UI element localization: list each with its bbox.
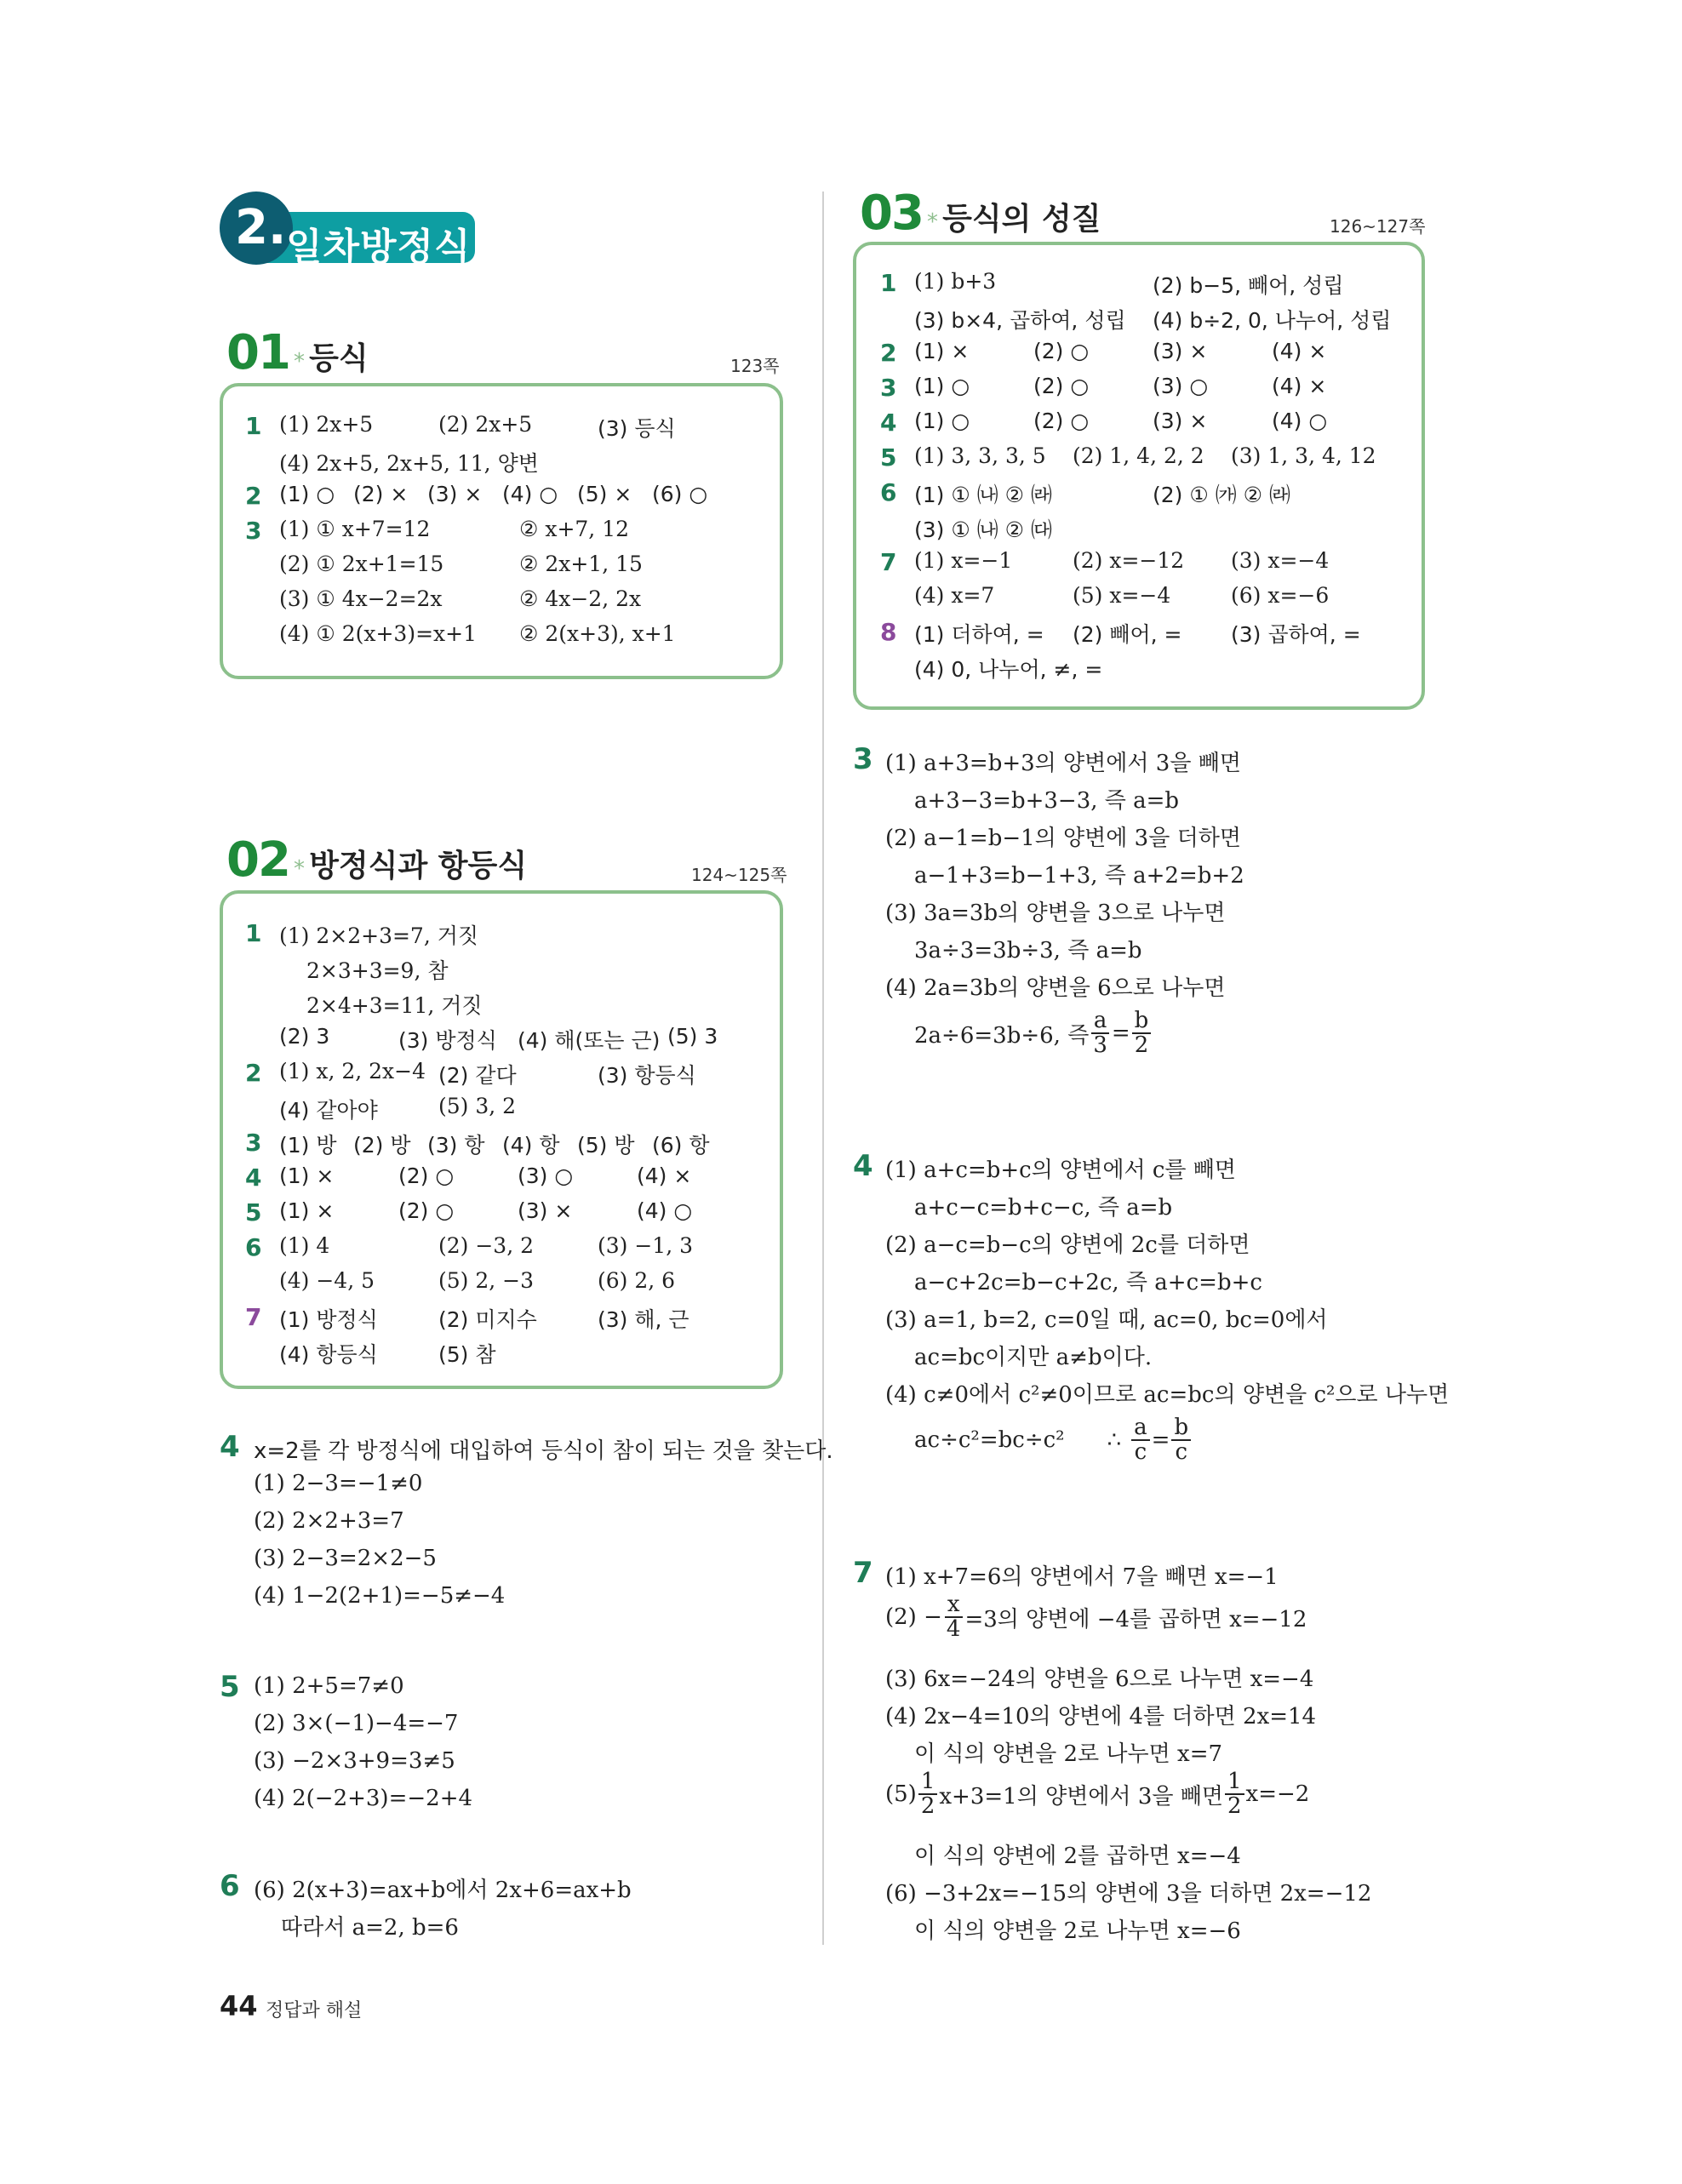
answer: (3) ① 4x−2=2x [279, 586, 443, 611]
answer: (2) 빼어, = [1073, 622, 1182, 647]
answer: (3) × [1153, 409, 1208, 433]
solution-line: ac=bc이지만 a≠b이다. [914, 1345, 1153, 1370]
section-title: 등식 [309, 341, 369, 376]
denominator: c [1134, 1439, 1147, 1466]
answer: (4) ① 2(x+3)=x+1 [279, 621, 477, 646]
solution-line: (4) c≠0에서 c²≠0이므로 ac=bc의 양변을 c²으로 나누면 [885, 1382, 1450, 1408]
solution-number: 3 [853, 742, 873, 776]
solution-line: 3a÷3=3b÷3, 즉 a=b [914, 938, 1142, 963]
answer: (3) × [1153, 339, 1208, 363]
solution-line: a−1+3=b−1+3, 즉 a+2=b+2 [914, 863, 1244, 889]
answer: ② x+7, 12 [519, 517, 630, 541]
section-02-header [226, 832, 527, 888]
page-range: 123쪽 [730, 356, 780, 376]
answer: (3) ○ [1153, 374, 1209, 398]
section-01-header [226, 325, 369, 380]
numerator: 1 [918, 1770, 938, 1795]
page-number: 44 [220, 1990, 258, 2022]
denominator: 2 [920, 1793, 935, 1820]
answer: (2) 1, 4, 2, 2 [1073, 443, 1204, 468]
solution-line: x=2를 각 방정식에 대입하여 등식이 참이 되는 것을 찾는다. [254, 1438, 833, 1464]
answer: (1) × [914, 339, 970, 363]
question-number: 4 [245, 1163, 262, 1192]
answer: (2) −3, 2 [438, 1233, 535, 1258]
answer: (2) ○ [398, 1163, 455, 1188]
answer: (1) 4 [279, 1233, 330, 1258]
answer: (2) 미지수 [438, 1307, 537, 1332]
solution-line: (1) 2+5=7≠0 [254, 1673, 404, 1699]
solution-line: a+c−c=b+c−c, 즉 a=b [914, 1195, 1173, 1221]
answer: (2) ○ [1033, 339, 1090, 363]
answer: ② 2x+1, 15 [519, 552, 643, 576]
question-number: 1 [245, 919, 262, 947]
answer: (3) b×4, 곱하여, 성립 [914, 308, 1126, 333]
solution-number: 4 [853, 1149, 873, 1183]
answer: (1) ① x+7=12 [279, 517, 431, 541]
chapter-header [220, 192, 475, 269]
question-number: 3 [245, 1129, 262, 1157]
answer: (3) × [427, 482, 483, 506]
numerator: a [1091, 1009, 1110, 1034]
question-number: 5 [245, 1198, 262, 1226]
answer: (4) 항등식 [279, 1342, 378, 1367]
answer: 2×3+3=9, 참 [306, 958, 449, 983]
denominator: 2 [1227, 1793, 1242, 1820]
chapter-number: 2. [235, 200, 287, 255]
section-number: 03 [860, 186, 923, 241]
section-number: 02 [226, 832, 289, 888]
numerator: b [1171, 1416, 1191, 1441]
fraction [918, 1770, 938, 1819]
solution-line: (2) 3×(−1)−4=−7 [254, 1711, 459, 1736]
answer: (1) × [279, 1163, 335, 1188]
numerator: 1 [1225, 1770, 1244, 1795]
solution-line: (6) 2(x+3)=ax+b에서 2x+6=ax+b [254, 1878, 632, 1903]
answer: (2) b−5, 빼어, 성립 [1153, 273, 1344, 298]
solution-line: (3) 2−3=2×2−5 [254, 1546, 437, 1571]
numerator: b [1132, 1009, 1152, 1034]
answer: (6) ○ [652, 482, 708, 506]
solution-line: (3) a=1, b=2, c=0일 때, ac=0, bc=0에서 [885, 1307, 1328, 1333]
answer: (6) 2, 6 [598, 1268, 676, 1293]
chapter-title: 일차방정식 [286, 226, 472, 269]
question-number: 2 [245, 482, 262, 510]
equals: = [1111, 1021, 1130, 1047]
page-range: 124~125쪽 [691, 865, 787, 885]
solution-line: a−c+2c=b−c+2c, 즉 a+c=b+c [914, 1270, 1262, 1295]
answer: (1) b+3 [914, 269, 997, 294]
solution-text: x=−2 [1245, 1781, 1310, 1808]
answer: (3) ○ [518, 1163, 574, 1188]
answer: (5) 방 [577, 1133, 635, 1158]
solution-text: =3의 양변에 −4를 곱하면 x=−12 [964, 1606, 1307, 1632]
numerator: a [1131, 1416, 1150, 1441]
answer: (4) 항 [502, 1133, 560, 1158]
answer: (5) × [577, 482, 632, 506]
answer: (1) 2x+5 [279, 412, 374, 437]
solution-line: (1) a+3=b+3의 양변에서 3을 빼면 [885, 751, 1241, 776]
answer: ② 2(x+3), x+1 [519, 621, 676, 646]
answer: (2) ○ [398, 1198, 455, 1223]
solution-number: 7 [853, 1556, 873, 1590]
solution-line: (2) a−c=b−c의 양변에 2c를 더하면 [885, 1232, 1250, 1258]
fraction [1090, 1009, 1110, 1058]
answer: (4) ○ [502, 482, 558, 506]
question-number: 5 [880, 443, 897, 472]
answer: (3) × [518, 1198, 573, 1223]
solution-line: (4) 2x−4=10의 양변에 4를 더하면 2x=14 [885, 1704, 1317, 1729]
question-number: 1 [880, 269, 897, 297]
answer: (1) ○ [914, 374, 970, 398]
solution-text: (5) [885, 1781, 917, 1808]
question-number: 7 [880, 548, 897, 576]
answer: (6) 항 [652, 1133, 710, 1158]
answer: (6) x=−6 [1231, 583, 1330, 608]
solution-line: 이 식의 양변을 2로 나누면 x=7 [914, 1741, 1223, 1767]
solution-line: (4) 1−2(2+1)=−5≠−4 [254, 1583, 506, 1609]
answer: (4) × [1272, 339, 1327, 363]
solution-number: 4 [220, 1430, 240, 1464]
denominator: 3 [1093, 1032, 1107, 1059]
denominator: c [1175, 1439, 1188, 1466]
answer: (1) ○ [914, 409, 970, 433]
fraction [944, 1593, 964, 1642]
answer: (2) 같다 [438, 1063, 517, 1088]
solution-text: x+3=1의 양변에서 3을 빼면 [939, 1783, 1223, 1810]
question-number: 6 [880, 478, 897, 506]
answer: (4) 2x+5, 2x+5, 11, 양변 [279, 451, 539, 476]
solution-line: (6) −3+2x=−15의 양변에 3을 더하면 2x=−12 [885, 1881, 1372, 1907]
star-icon: * [294, 856, 306, 882]
question-number: 3 [245, 517, 262, 545]
question-number: 7 [245, 1303, 262, 1331]
answer: (2) ○ [1033, 374, 1090, 398]
footer-title: 정답과 해설 [266, 2000, 363, 2021]
question-number: 8 [880, 618, 897, 646]
solution-line-fraction [885, 1593, 1307, 1642]
solution-line-fraction [914, 1416, 1193, 1465]
answer: (2) × [353, 482, 409, 506]
page-range: 126~127쪽 [1330, 216, 1426, 237]
answer: (2) 2x+5 [438, 412, 533, 437]
fraction [1171, 1416, 1191, 1465]
fraction [1132, 1009, 1152, 1058]
answer: (1) × [279, 1198, 335, 1223]
denominator: 2 [1134, 1032, 1149, 1059]
answer: (1) 2×2+3=7, 거짓 [279, 923, 479, 948]
answer: (5) 참 [438, 1342, 496, 1367]
equals: = [1151, 1427, 1170, 1454]
answer: (5) 3, 2 [438, 1094, 517, 1118]
answer: (1) x=−1 [914, 548, 1013, 573]
answer: (1) x, 2, 2x−4 [279, 1059, 426, 1083]
answer: (3) 1, 3, 4, 12 [1231, 443, 1376, 468]
question-number: 1 [245, 412, 262, 440]
answer: (3) 항등식 [598, 1063, 696, 1088]
answer: (3) 곱하여, = [1231, 622, 1361, 647]
section-title: 방정식과 항등식 [309, 849, 528, 883]
question-number: 2 [880, 339, 897, 367]
answer: (3) −1, 3 [598, 1233, 694, 1258]
column-divider [822, 192, 824, 1945]
answer: (1) ① ㈏ ② ㈑ [914, 483, 1053, 507]
numerator: x [945, 1593, 963, 1618]
answer: (4) 0, 나누어, ≠, = [914, 657, 1103, 682]
fraction [1225, 1770, 1244, 1819]
answer: (2) x=−12 [1073, 548, 1185, 573]
section-03-header [860, 186, 1101, 241]
solution-line: (3) 3a=3b의 양변을 3으로 나누면 [885, 900, 1226, 926]
question-number: 4 [880, 409, 897, 437]
solution-line: 따라서 a=2, b=6 [281, 1915, 459, 1941]
answer: (4) 같아야 [279, 1098, 378, 1123]
solution-line-fraction [914, 1009, 1153, 1058]
answer: (2) 3 [279, 1024, 330, 1049]
answer: (2) ① 2x+1=15 [279, 552, 444, 576]
solution-line: a+3−3=b+3−3, 즉 a=b [914, 788, 1180, 814]
answer: (1) 3, 3, 3, 5 [914, 443, 1046, 468]
question-number: 2 [245, 1059, 262, 1087]
answer: 2×4+3=11, 거짓 [306, 993, 483, 1018]
solution-line: (1) x+7=6의 양변에서 7을 빼면 x=−1 [885, 1564, 1279, 1590]
answer: (1) 방 [279, 1133, 337, 1158]
question-number: 3 [880, 374, 897, 402]
answer: (3) x=−4 [1231, 548, 1330, 573]
solution-line: (1) 2−3=−1≠0 [254, 1471, 423, 1496]
answer: (1) 더하여, = [914, 622, 1044, 647]
answer: (3) 항 [427, 1133, 485, 1158]
answer: (5) 2, −3 [438, 1268, 535, 1293]
solution-line: (3) 6x=−24의 양변을 6으로 나누면 x=−4 [885, 1667, 1314, 1692]
solution-text: ac÷c²=bc÷c² [914, 1427, 1065, 1454]
solution-text: 2a÷6=3b÷6, 즉 [914, 1022, 1090, 1049]
solution-number: 6 [220, 1869, 240, 1903]
answer: (5) x=−4 [1073, 583, 1171, 608]
solution-number: 5 [220, 1670, 240, 1704]
solution-line: (4) 2(−2+3)=−2+4 [254, 1786, 473, 1811]
solution-line: (3) −2×3+9=3≠5 [254, 1748, 455, 1774]
answer: (1) 방정식 [279, 1307, 378, 1332]
solution-line: 이 식의 양변에 2를 곱하면 x=−4 [914, 1844, 1241, 1869]
solution-line: (2) a−1=b−1의 양변에 3을 더하면 [885, 826, 1241, 851]
section-number: 01 [226, 325, 289, 380]
therefore-icon: ∴ [1107, 1427, 1122, 1454]
solution-line: (1) a+c=b+c의 양변에서 c를 빼면 [885, 1158, 1237, 1183]
fraction [1131, 1416, 1150, 1465]
section-title: 등식의 성질 [942, 202, 1101, 237]
solution-text: (2) − [885, 1604, 942, 1631]
answer: (3) 등식 [598, 416, 676, 441]
answer: (1) ○ [279, 482, 335, 506]
solution-line: (2) 2×2+3=7 [254, 1508, 404, 1534]
answer: (4) b÷2, 0, 나누어, 성립 [1153, 308, 1392, 333]
answer: (3) 방정식 [398, 1028, 497, 1053]
answer: (4) −4, 5 [279, 1268, 375, 1293]
star-icon: * [294, 349, 306, 374]
answer: (4) 해(또는 근) [518, 1028, 661, 1053]
denominator: 4 [946, 1616, 961, 1643]
answer: (4) ○ [1272, 409, 1328, 433]
answer: (4) × [637, 1163, 692, 1188]
answer: (5) 3 [667, 1024, 718, 1049]
solution-line: (4) 2a=3b의 양변을 6으로 나누면 [885, 975, 1226, 1001]
answer: (2) ① ㈎ ② ㈑ [1153, 483, 1291, 507]
answer: (4) × [1272, 374, 1327, 398]
answer: (3) ① ㈏ ② ㈐ [914, 517, 1053, 542]
answer: (3) 해, 근 [598, 1307, 689, 1332]
answer: ② 4x−2, 2x [519, 586, 642, 611]
answer: (2) 방 [353, 1133, 411, 1158]
answer: (2) ○ [1033, 409, 1090, 433]
answer: (4) ○ [637, 1198, 693, 1223]
solution-line-fraction [885, 1770, 1309, 1819]
answer: (4) x=7 [914, 583, 995, 608]
star-icon: * [927, 209, 939, 235]
question-number: 6 [245, 1233, 262, 1261]
solution-line: 이 식의 양변을 2로 나누면 x=−6 [914, 1918, 1241, 1944]
